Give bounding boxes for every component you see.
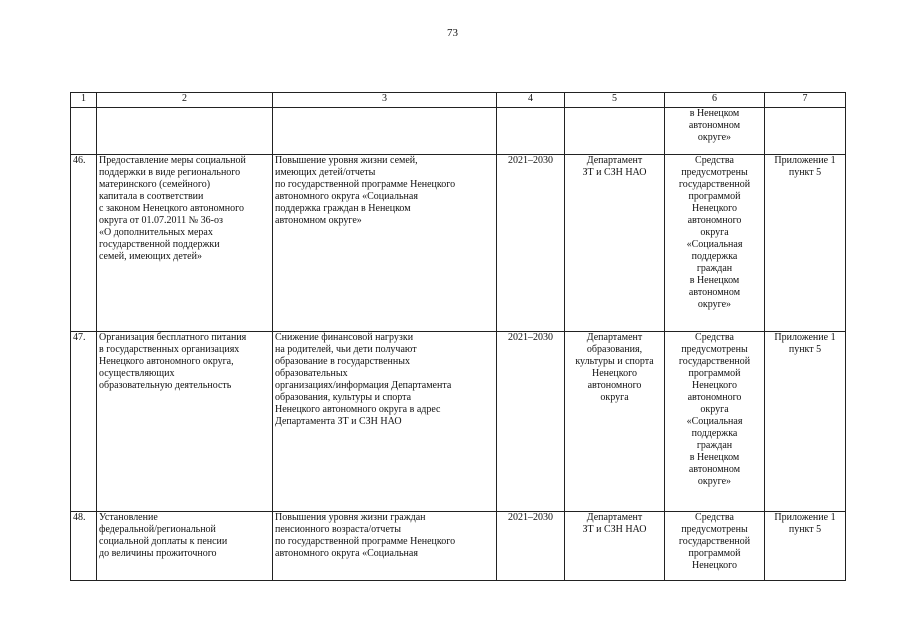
reference-cell: Приложение 1 пункт 5 — [765, 512, 846, 581]
table-row-47 — [71, 332, 846, 512]
result-cell: Снижение финансовой нагрузки на родителей, чьи дети получают образование в государственных образовательных организациях/информация Департамента образования, культуры и спорта Ненецкого автономного округа в адрес Департамента ЗТ и СЗН НАО — [273, 332, 497, 512]
row-number: 46. — [71, 155, 97, 332]
table-row-46 — [71, 155, 846, 332]
measures-table — [70, 92, 846, 581]
page-number: 73 — [447, 27, 458, 39]
table-row-continuation — [71, 108, 846, 155]
measure-cell: Установление федеральной/региональной социальной доплаты к пенсии до величины прожиточного — [97, 512, 273, 581]
result-cell: Повышение уровня жизни семей, имеющих детей/отчеты по государственной программе Ненецкого автономного округа «Социальная поддержка граждан в Ненецком автономном округе» — [273, 155, 497, 332]
funding-cell: Средства предусмотрены государственной программой Ненецкого автономного округа «Социальная поддержка граждан в Ненецком автономном округе» — [665, 332, 765, 512]
reference-cell: Приложение 1 пункт 5 — [765, 155, 846, 332]
header-cell-5: 5 — [565, 93, 665, 108]
row-number: 47. — [71, 332, 97, 512]
row-number: 48. — [71, 512, 97, 581]
executor-cell: Департамент ЗТ и СЗН НАО — [565, 155, 665, 332]
reference-cell: Приложение 1 пункт 5 — [765, 332, 846, 512]
executor-cell: Департамент ЗТ и СЗН НАО — [565, 512, 665, 581]
header-cell-2: 2 — [97, 93, 273, 108]
header-cell-7: 7 — [765, 93, 846, 108]
funding-cell: в Ненецком автономном округе» — [665, 108, 765, 155]
funding-cell: Средства предусмотрены государственной программой Ненецкого — [665, 512, 765, 581]
period-cell: 2021–2030 — [497, 332, 565, 512]
table-row-48 — [71, 512, 846, 581]
executor-cell: Департамент образования, культуры и спорта Ненецкого автономного округа — [565, 332, 665, 512]
funding-cell: Средства предусмотрены государственной программой Ненецкого автономного округа «Социальная поддержка граждан в Ненецком автономном округе» — [665, 155, 765, 332]
period-cell: 2021–2030 — [497, 512, 565, 581]
result-cell: Повышения уровня жизни граждан пенсионного возраста/отчеты по государственной программе Ненецкого автономного округа «Социальная — [273, 512, 497, 581]
header-cell-4: 4 — [497, 93, 565, 108]
period-cell: 2021–2030 — [497, 155, 565, 332]
header-cell-1: 1 — [71, 93, 97, 108]
header-cell-3: 3 — [273, 93, 497, 108]
header-cell-6: 6 — [665, 93, 765, 108]
measure-cell: Предоставление меры социальной поддержки в виде регионального материнского (семейного) капитала в соответствии с законом Ненецкого автономного округа от 01.07.2011 № 36-оз «О дополнительных мерах государственной поддержки семей, имеющих детей» — [97, 155, 273, 332]
measure-cell: Организация бесплатного питания в государственных организациях Ненецкого автономного округа, осуществляющих образовательную деятельность — [97, 332, 273, 512]
table-header-row — [71, 93, 846, 108]
